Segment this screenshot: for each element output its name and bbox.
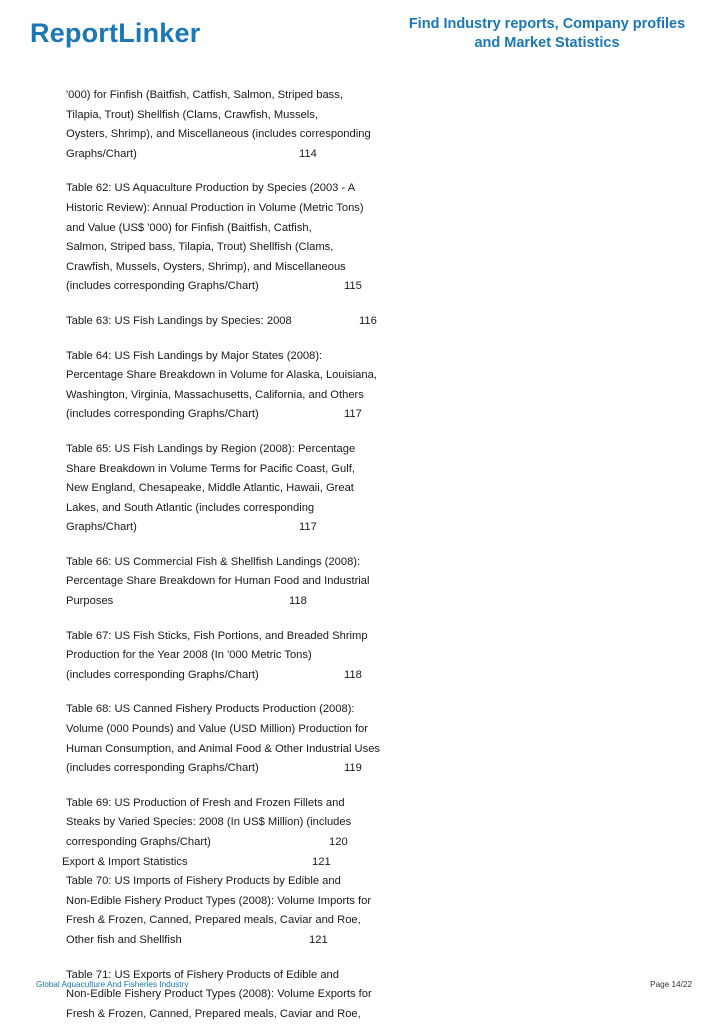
toc-line-text: Graphs/Chart) xyxy=(66,521,137,534)
toc-line xyxy=(66,277,406,297)
toc-line: Percentage Share Breakdown for Human Food and Industrial xyxy=(66,575,370,588)
toc-line-text: Table 63: US Fish Landings by Species: 2008 xyxy=(66,314,292,327)
toc-line: Fresh & Frozen, Canned, Prepared meals, Caviar and Roe, xyxy=(66,1007,361,1020)
toc-line-text: (includes corresponding Graphs/Chart) xyxy=(66,762,259,775)
toc-line: Table 70: US Imports of Fishery Products by Edible and xyxy=(66,875,341,888)
toc-line: Crawfish, Mussels, Oysters, Shrimp), and Miscellaneous xyxy=(66,260,346,273)
toc-page-number: 118 xyxy=(289,595,307,608)
toc-line: Historic Review): Annual Production in Volume (Metric Tons) xyxy=(66,201,364,214)
tagline-line-2: and Market Statistics xyxy=(474,35,620,51)
tagline-line-1: Find Industry reports, Company profiles xyxy=(408,16,686,32)
toc-line xyxy=(66,833,406,853)
toc-entry-table-66 xyxy=(66,553,406,612)
toc-line xyxy=(66,518,406,538)
toc-line-text: (includes corresponding Graphs/Chart) xyxy=(66,408,259,421)
toc-line xyxy=(66,592,406,612)
toc-line: Percentage Share Breakdown in Volume for Alaska, Louisiana, xyxy=(66,369,377,382)
table-of-contents xyxy=(62,86,406,1024)
toc-entry-table-64 xyxy=(66,347,406,425)
toc-line: Table 62: US Aquaculture Production by Species (2003 - A xyxy=(66,182,356,195)
footer-report-title[interactable]: Global Aquaculture And Fisheries Industry xyxy=(36,980,189,989)
toc-page-number: 120 xyxy=(329,836,348,848)
toc-line: Table 66: US Commercial Fish & Shellfish Landings (2008): xyxy=(66,555,361,568)
toc-entry-table-71 xyxy=(66,966,406,1025)
toc-line: Table 69: US Production of Fresh and Frozen Fillets and xyxy=(66,796,345,809)
toc-line: Share Breakdown in Volume Terms for Pacific Coast, Gulf, xyxy=(66,462,355,475)
toc-line: Human Consumption, and Animal Food & Other Industrial Uses xyxy=(66,742,381,755)
footer-page-number: Page 14/22 xyxy=(650,980,692,989)
toc-line-text: Other fish and Shellfish xyxy=(66,933,182,946)
toc-entry-table-67 xyxy=(66,627,406,686)
toc-line-text: (includes corresponding Graphs/Chart) xyxy=(66,280,259,293)
toc-page-number: 117 xyxy=(299,521,317,534)
toc-page-number: 116 xyxy=(359,314,377,327)
toc-line-text: Purposes xyxy=(66,595,114,608)
header-tagline xyxy=(392,15,702,53)
toc-line: Volume (000 Pounds) and Value (USD Million) Production for xyxy=(66,723,369,736)
toc-page-number: 121 xyxy=(312,855,331,868)
toc-entry-table-69 xyxy=(66,794,406,853)
reportlinker-logo: ReportLinker xyxy=(30,18,201,48)
toc-line: Table 65: US Fish Landings by Region (2008): Percentage xyxy=(66,442,356,455)
toc-line xyxy=(62,853,406,873)
toc-line xyxy=(66,145,406,165)
toc-entry-61-continued xyxy=(66,86,406,164)
toc-line: Table 68: US Canned Fishery Products Production (2008): xyxy=(66,703,355,716)
toc-line xyxy=(66,312,406,332)
toc-line: and Value (US$ '000) for Finfish (Baitfish, Catfish, xyxy=(66,221,312,234)
toc-entry-table-65 xyxy=(66,440,406,538)
toc-line: Non-Edible Fishery Product Types (2008): Volume Exports for xyxy=(66,988,372,1001)
toc-line: Non-Edible Fishery Product Types (2008): Volume Imports for xyxy=(66,894,372,907)
toc-line: Oysters, Shrimp), and Miscellaneous (includes corresponding xyxy=(66,128,371,141)
toc-line: Table 67: US Fish Sticks, Fish Portions, and Breaded Shrimp xyxy=(66,629,368,642)
toc-entry-table-62 xyxy=(66,179,406,297)
toc-line: Steaks by Varied Species: 2008 (In US$ Million) (includes xyxy=(66,816,352,829)
toc-line: '000) for Finfish (Baitfish, Catfish, Salmon, Striped bass, xyxy=(66,89,343,101)
toc-entry-table-63 xyxy=(66,312,406,332)
toc-page-number: 119 xyxy=(344,762,362,775)
toc-page-number: 117 xyxy=(344,408,362,421)
toc-section-title: Export & Import Statistics xyxy=(62,855,188,868)
toc-page-number: 114 xyxy=(299,147,317,160)
toc-page-number: 115 xyxy=(344,280,362,293)
toc-line: Washington, Virginia, Massachusetts, California, and Others xyxy=(66,388,364,401)
toc-line xyxy=(66,931,406,951)
toc-entry-table-70 xyxy=(66,872,406,950)
toc-line: Tilapia, Trout) Shellfish (Clams, Crawfish, Mussels, xyxy=(66,108,318,121)
toc-line: Salmon, Striped bass, Tilapia, Trout) Shellfish (Clams, xyxy=(66,241,334,254)
toc-page-number: 121 xyxy=(309,933,328,946)
toc-line-text: (includes corresponding Graphs/Chart) xyxy=(66,668,259,681)
toc-line: Lakes, and South Atlantic (includes corresponding xyxy=(66,501,315,514)
toc-line: Table 64: US Fish Landings by Major States (2008): xyxy=(66,349,323,362)
toc-line-text: corresponding Graphs/Chart) xyxy=(66,836,211,848)
toc-line: Table 71: US Exports of Fishery Products of Edible and xyxy=(66,968,339,981)
toc-entry-table-68 xyxy=(66,700,406,778)
toc-line: Fresh & Frozen, Canned, Prepared meals, Caviar and Roe, xyxy=(66,914,361,927)
toc-line xyxy=(66,759,406,779)
toc-line xyxy=(66,405,406,425)
toc-line: Production for the Year 2008 (In '000 Metric Tons) xyxy=(66,649,312,662)
toc-section-export-import xyxy=(62,853,406,873)
toc-line: New England, Chesapeake, Middle Atlantic, Hawaii, Great xyxy=(66,482,354,495)
toc-line xyxy=(66,666,406,686)
toc-line-text: Graphs/Chart) xyxy=(66,147,137,160)
toc-page-number: 118 xyxy=(344,668,362,681)
